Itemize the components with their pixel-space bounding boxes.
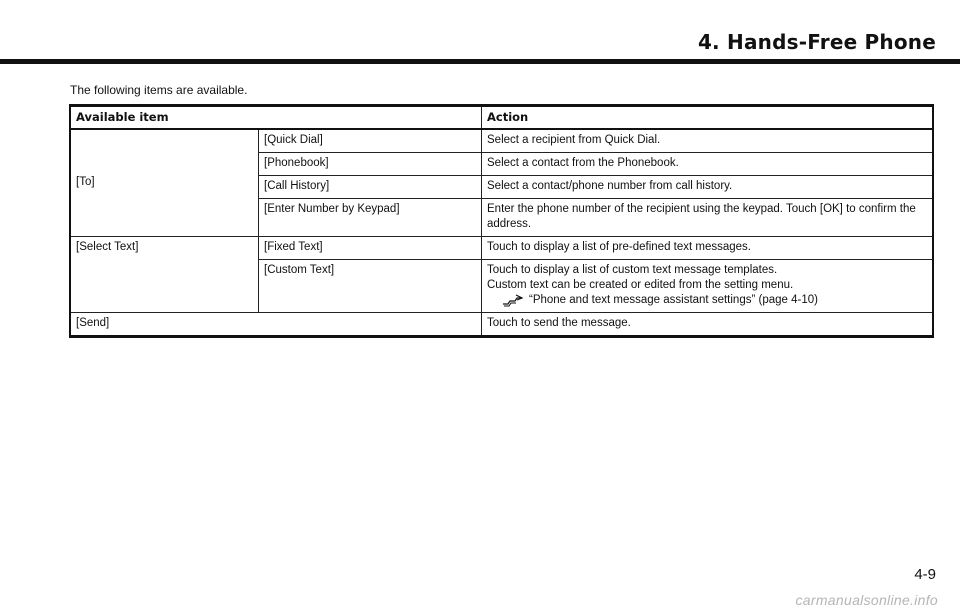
header-rule xyxy=(0,59,960,64)
table-row xyxy=(70,237,933,260)
item-send: [Send] xyxy=(70,313,482,337)
action-phonebook: Select a contact from the Phonebook. xyxy=(482,153,934,176)
page-number: 4-9 xyxy=(914,566,936,583)
page-reference-text: “Phone and text message assistant settings” (page 4-10) xyxy=(529,294,818,306)
action-custom-text-line2: Custom text can be created or edited from the setting menu. xyxy=(487,279,794,291)
table-row xyxy=(70,129,933,153)
table-header-row xyxy=(70,106,933,130)
chapter-title: 4. Hands-Free Phone xyxy=(697,30,936,54)
action-enter-number-by-keypad: Enter the phone number of the recipient using the keypad. Touch [OK] to confirm the address. xyxy=(482,199,934,237)
header-available-item: Available item xyxy=(70,106,482,130)
page-reference-icon xyxy=(501,293,525,307)
page-reference xyxy=(487,293,927,308)
action-fixed-text: Touch to display a list of pre-defined text messages. xyxy=(482,237,934,260)
action-send: Touch to send the message. xyxy=(482,313,934,337)
action-custom-text-line1: Touch to display a list of custom text message templates. xyxy=(487,264,778,276)
header-action: Action xyxy=(482,106,934,130)
available-items-table xyxy=(69,104,934,338)
item-select-text: [Select Text] xyxy=(70,237,259,313)
action-call-history: Select a contact/phone number from call history. xyxy=(482,176,934,199)
option-enter-number-by-keypad: [Enter Number by Keypad] xyxy=(259,199,482,237)
item-to: [To] xyxy=(70,129,259,237)
option-phonebook: [Phonebook] xyxy=(259,153,482,176)
option-quick-dial: [Quick Dial] xyxy=(259,129,482,153)
option-custom-text: [Custom Text] xyxy=(259,260,482,313)
watermark: carmanualsonline.info xyxy=(795,592,938,608)
action-quick-dial: Select a recipient from Quick Dial. xyxy=(482,129,934,153)
option-fixed-text: [Fixed Text] xyxy=(259,237,482,260)
action-custom-text xyxy=(482,260,934,313)
intro-text: The following items are available. xyxy=(70,83,248,97)
option-call-history: [Call History] xyxy=(259,176,482,199)
table-row xyxy=(70,313,933,337)
